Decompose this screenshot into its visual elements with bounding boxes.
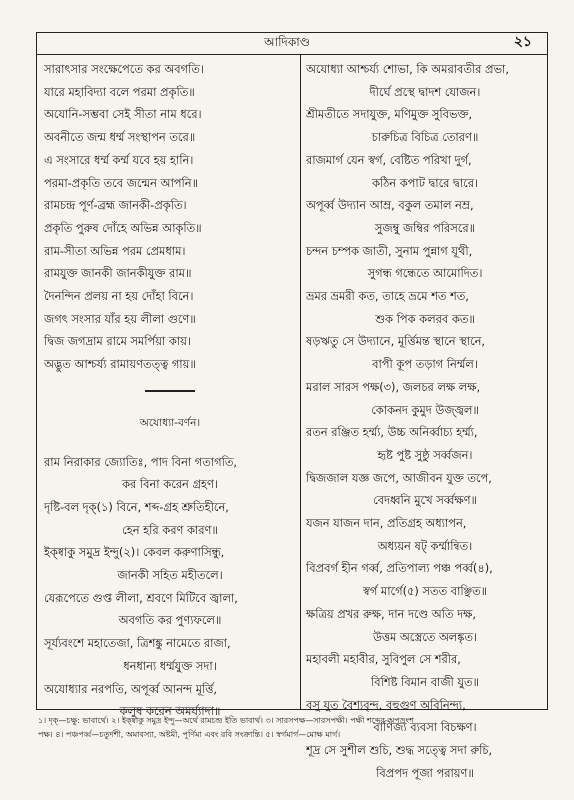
- verse-line: যারে মহাবিদ্যা বলে পরমা প্রকৃতি॥: [44, 84, 195, 99]
- section-separator: [145, 390, 195, 392]
- footnote-line: ১। দৃক্—চক্ষু: ভাবার্থে। ২। ইক্ষ্বাকু সমুদ্র ইন্দু—অর্থে রামচন্দ্র ইতি ভাবার্থ। ৩। সারসপক্ষ—সারসপক্ষী। পক্ষী শব্দের অপভ্রংশ: [38, 716, 414, 725]
- verse-line: বেদধ্বনি মুখে সর্ব্বক্ষণ॥: [373, 493, 477, 508]
- verse-line: অপূর্ব্ব উদ্যান আম্র, বকুল তমাল নম্র,: [306, 198, 474, 213]
- verse-line: চন্দন চম্পক জাতী, সুনাম পুন্নাগ যূথী,: [306, 243, 473, 258]
- verse-line: দৈনন্দিন প্রলয় না হয় দোঁহা বিনে।: [44, 289, 194, 304]
- verse-line: মহাবলী মহাবীর, সুবিপুল সে শরীর,: [306, 652, 461, 667]
- verse-line: কোকনদ কুমুদ উজ্জ্বল॥: [371, 402, 479, 417]
- left-column: [44, 58, 296, 723]
- verse-line: হৃষ্ট পুষ্ট সুষ্ঠু সর্ব্বজন।: [377, 447, 473, 462]
- verse-line: অযোনি-সম্ভবা সেই সীতা নাম ধরে।: [44, 107, 202, 122]
- verse-line: বিপ্রবর্গ হীন গর্ব্ব, প্রতিপাল্য পঞ্চ পর্ব্ব(৪),: [306, 561, 493, 576]
- verse-line: রাম নিরাকার জ্যোতিঃ, পাদ বিনা গতাগতি,: [44, 454, 238, 469]
- right-verses: [306, 58, 544, 785]
- verse-line: ভ্রমর ভ্রমরী কত, তাহে ভ্রমে শত শত,: [306, 289, 469, 304]
- verse-line: রামযুক্ত জানকী জানকীযুক্ত রাম॥: [44, 266, 192, 281]
- column-divider: [300, 55, 301, 709]
- verse-line: অদ্ভুত আশ্চর্য্য রামায়ণতত্ত্ব গায়॥: [44, 357, 196, 372]
- verse-line: রতন রঞ্জিত হর্ম্ম্য, উচ্চ অনির্ব্বাচ্য হর্ম্ম্য,: [306, 425, 478, 440]
- verse-line: দ্বিজজাল যজ্ঞ জপে, আজীবন যুক্ত তপে,: [306, 470, 492, 485]
- verse-line: কর বিনা করেন গ্রহণ।: [122, 477, 218, 492]
- verse-line: বসু যুত বৈশ্যবৃন্দ, বহুগুণ অবিনিন্দ্য,: [306, 697, 466, 712]
- verse-line: পরমা-প্রকৃতি তবে জন্মেন আপনি॥: [44, 175, 199, 190]
- verse-line: যজন যাজন দান, প্রতিগ্রহ অধ্যাপন,: [306, 516, 467, 531]
- verse-line: মরাল সারস পক্ষ(৩), জলচর লক্ষ লক্ষ,: [306, 379, 481, 394]
- left-verses-bottom: [44, 451, 296, 723]
- verse-line: কলুষ করেন অমর্য্যাদা॥: [119, 704, 221, 719]
- verse-line: এ সংসারে ধর্ম্ম কর্ম্ম যবে হয় হানি।: [44, 152, 194, 167]
- verse-line: সুজম্বু জম্বির পরিসরে॥: [374, 220, 476, 235]
- verse-line: সুগন্ধ গন্ধেতে আমোদিত।: [367, 266, 483, 281]
- verse-line: জগৎ সংসার যাঁর হয় লীলা গুণে॥: [44, 311, 196, 326]
- verse-line: চারুচিত্র বিচিত্র তোরণ॥: [371, 130, 479, 145]
- verse-line: অযোধ্যা আশ্চর্য্য শোভা, কি অমরাবতীর প্রভা,: [306, 62, 509, 76]
- verse-line: বাপী কূপ তড়াগ নির্ম্মল।: [372, 357, 478, 372]
- verse-line: অযোধ্যার নরপতি, অপূর্ব্ব আনন্দ মূর্ত্তি,: [44, 681, 218, 696]
- page-number: ২১: [513, 34, 532, 50]
- verse-line: রামচন্দ্র পূর্ণ-ব্রহ্ম জানকী-প্রকৃতি।: [44, 198, 187, 213]
- verse-line: জানকী সহিত মহীতলে।: [117, 568, 223, 583]
- footnotes: [38, 714, 548, 742]
- verse-line: শ্রীমতীতে সদাযুক্ত, মণিমুক্ত সুবিভক্ত,: [306, 107, 473, 122]
- verse-line: দৃষ্টি-বল দৃক্(১) বিনে, শব্দ-গ্রহ শ্রুতিহীনে,: [44, 499, 229, 514]
- left-verses-top: [44, 58, 296, 376]
- right-column: [306, 58, 544, 785]
- verse-line: দ্বিজ জগদ্রাম রামে সমর্পিয়া কায়।: [44, 334, 191, 349]
- verse-line: অবনীতে জন্ম ধর্ম্ম সংস্থাপন তরে॥: [44, 130, 196, 145]
- verse-line: ইক্ষ্বাকু সমুদ্র ইন্দু(২)। কেবল করুণাসিন্ধু,: [44, 545, 225, 560]
- verse-line: অবগতি কর পুণ্যফলে॥: [118, 613, 222, 628]
- verse-line: সারাৎসার সংক্ষেপেতে কর অবগতি।: [44, 62, 204, 76]
- verse-line: শুক পিক কলরব কত॥: [375, 311, 475, 326]
- verse-line: বাণিজ্য ব্যবসা বিচক্ষণ।: [373, 720, 477, 735]
- verse-line: প্রকৃতি পুরুষ দোঁহে অভিন্ন আকৃতি॥: [44, 220, 202, 235]
- verse-line: শূদ্র সে সুশীল শুচি, শুদ্ধ সত্ত্বে সদা রুচি,: [306, 743, 493, 758]
- section-heading: অযোধ্যা-বর্ণন।: [139, 416, 201, 429]
- verse-line: উত্তম অস্ত্রেতে অলঙ্কৃত।: [372, 629, 478, 644]
- verse-line: ষড়ঋতু সে উদ্যানে, মূর্ত্তিমন্ত স্থানে স্থানে,: [306, 334, 486, 349]
- verse-line: ক্ষত্রিয় প্রখর রুক্ষ, দান দণ্ডে অতি দক্ষ,: [306, 606, 476, 621]
- verse-line: সূর্য্যবংশে মহাতেজা, ত্রিশঙ্কু নামেতে রাজা,: [44, 636, 231, 651]
- page-title: আদিকাণ্ড: [264, 35, 310, 49]
- header-rule: [37, 54, 547, 55]
- verse-line: ধনধান্য ধর্ম্মযুক্ত সদা।: [123, 658, 217, 673]
- verse-line: কঠিন কপাট দ্বারে দ্বারে।: [371, 175, 479, 190]
- verse-line: যেরূপেতে গুপ্ত লীলা, শ্রবণে মিটিবে জ্বালা,: [44, 590, 238, 605]
- verse-line: স্বর্গ মার্গে(৫) সতত বাঞ্ছিত॥: [362, 584, 488, 599]
- verse-line: অধ্যয়ন ষট্ কর্ম্মান্বিত।: [377, 538, 473, 553]
- verse-line: বিপ্রপদ পূজা পরায়ণ॥: [376, 765, 474, 780]
- verse-line: হেন হরি করণ কারণ॥: [122, 522, 218, 537]
- verse-line: বিশিষ্ট বিমান বাজী যুত॥: [371, 674, 479, 689]
- verse-line: রাম-সীতা অভিন্ন পরম প্রেমধাম।: [44, 243, 186, 258]
- footnote-line: পক্ষ। ৪। পঞ্চপর্ব্ব—চতুর্দশী, অমাবস্যা, অষ্টমী, পূর্ণিমা এবং রবি সংক্রান্তি। ৫। স্বর্গমার্গ—মোক্ষ মার্গ।: [38, 730, 341, 739]
- verse-line: রাজমার্গ যেন স্বর্গ, বেষ্টিত পরিখা দুর্গ,: [306, 152, 472, 167]
- verse-line: দীর্ঘে প্রস্থে দ্বাদশ যোজন।: [369, 84, 481, 99]
